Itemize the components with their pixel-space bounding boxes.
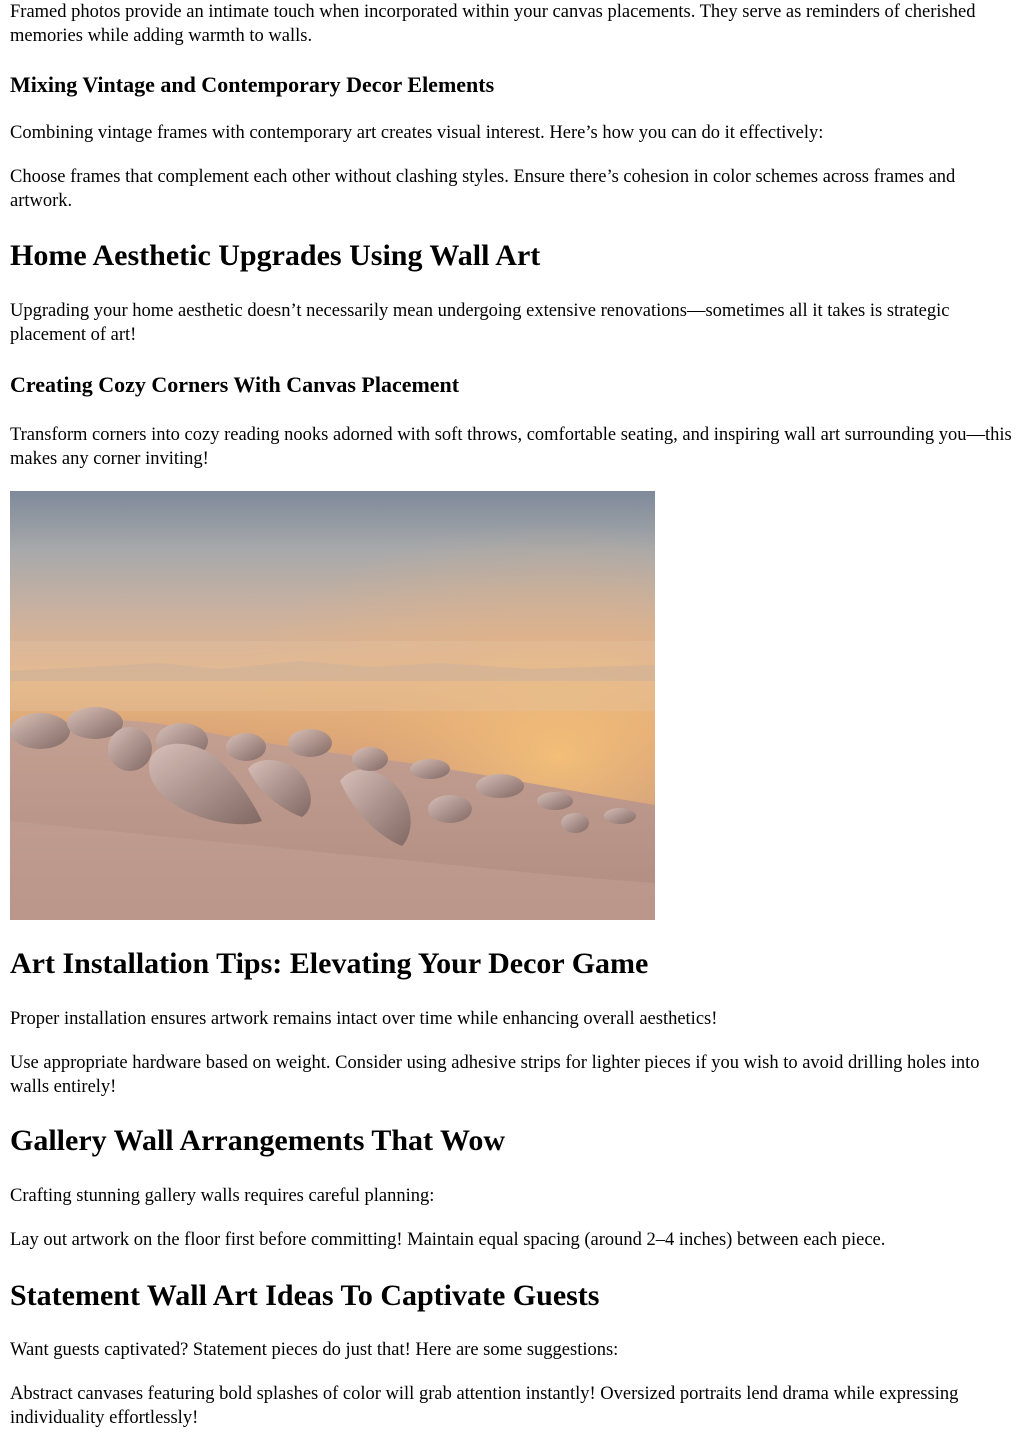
heading-gallery-wall: Gallery Wall Arrangements That Wow: [10, 1124, 506, 1157]
heading-home-aesthetic: Home Aesthetic Upgrades Using Wall Art: [10, 239, 541, 272]
heading-cozy-corners: Creating Cozy Corners With Canvas Placement: [10, 372, 460, 397]
paragraph-framed-photos: Framed photos provide an intimate touch when incorporated within your canvas placements. They serve as reminders of cherished memories while adding warmth to walls.: [10, 2, 976, 46]
paragraph-combining-vintage: Combining vintage frames with contemporary art creates visual interest. Here’s how you can do it effectively:: [10, 123, 824, 143]
heading-statement-wall-art: Statement Wall Art Ideas To Captivate Guests: [10, 1279, 600, 1312]
paragraph-transform-corners: Transform corners into cozy reading nooks adorned with soft throws, comfortable seating, and inspiring wall art surrounding you—this makes any corner inviting!: [10, 425, 1012, 469]
snowy-mountain-sunrise-photo: [10, 491, 655, 920]
paragraph-upgrading-home: Upgrading your home aesthetic doesn’t necessarily mean undergoing extensive renovations—sometimes all it takes is strategic placement of art!: [10, 301, 950, 345]
heading-art-installation: Art Installation Tips: Elevating Your Decor Game: [10, 947, 649, 980]
heading-mixing-vintage: Mixing Vintage and Contemporary Decor Elements: [10, 72, 495, 97]
paragraph-proper-installation: Proper installation ensures artwork remains intact over time while enhancing overall aesthetics!: [10, 1009, 718, 1029]
paragraph-crafting-gallery: Crafting stunning gallery walls requires careful planning:: [10, 1186, 435, 1206]
paragraph-appropriate-hardware: Use appropriate hardware based on weight. Consider using adhesive strips for lighter pieces if you wish to avoid drilling holes into walls entirely!: [10, 1053, 980, 1097]
paragraph-choose-frames: Choose frames that complement each other without clashing styles. Ensure there’s cohesion in color schemes across frames and artwork.: [10, 167, 956, 211]
paragraph-abstract-canvases: Abstract canvases featuring bold splashes of color will grab attention instantly! Oversized portraits lend drama while expressing individuality effortlessly!: [10, 1384, 959, 1428]
paragraph-lay-out-artwork: Lay out artwork on the floor first before committing! Maintain equal spacing (around 2–4 inches) between each piece.: [10, 1230, 886, 1250]
paragraph-want-guests: Want guests captivated? Statement pieces do just that! Here are some suggestions:: [10, 1340, 619, 1360]
photo-illustration: [10, 491, 655, 920]
